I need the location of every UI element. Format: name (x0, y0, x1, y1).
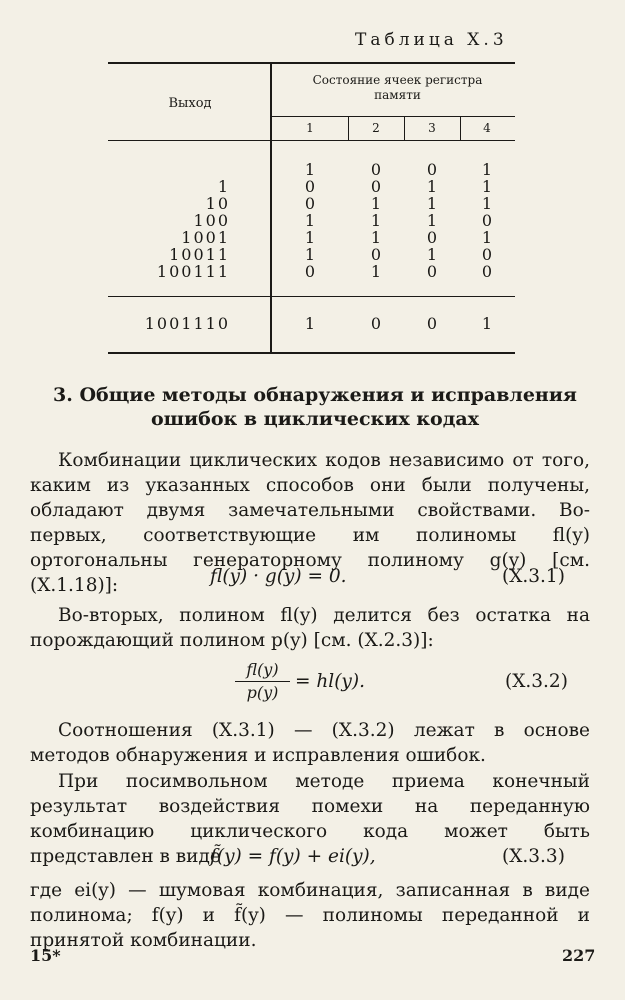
row-output: 1 (217, 177, 230, 196)
table-vrule (404, 117, 405, 140)
row-output: 100 (193, 211, 230, 230)
table-rule-header (108, 140, 515, 141)
cell: 0 (426, 160, 438, 179)
fraction (235, 660, 290, 703)
cell: 1 (426, 211, 438, 230)
cell: 0 (370, 314, 382, 333)
cell: 1 (370, 228, 382, 247)
cell: 0 (426, 228, 438, 247)
table-vrule (460, 117, 461, 140)
page-number: 227 (562, 946, 596, 965)
paragraph-2: Во-вторых, полином fl(y) делится без остатка на порождающий полином p(y) [см. (X.2.3)]: (30, 605, 590, 651)
table-rule-top (108, 62, 515, 64)
col-header: 2 (372, 121, 380, 135)
equation-2-rhs: = hl(y). (295, 671, 365, 692)
cell: 1 (426, 245, 438, 264)
cell: 0 (304, 194, 316, 213)
cell: 1 (370, 194, 382, 213)
cell: 1 (304, 314, 316, 333)
cell: 1 (481, 160, 493, 179)
row-output: 10011 (169, 245, 230, 264)
col-header: 3 (428, 121, 436, 135)
cell: 0 (370, 177, 382, 196)
paragraph-5: где ei(y) — шумовая комбинация, записанная в виде полинома; f(y) и f̃(y) — полиномы переданной и принятой комбинации. (30, 880, 590, 951)
table-rule-final (108, 296, 515, 297)
equation-3-number: (X.3.3) (502, 846, 565, 867)
fraction-denominator: p(y) (246, 683, 279, 702)
cell: 1 (304, 245, 316, 264)
equation-1-number: (X.3.1) (502, 566, 565, 587)
cell: 1 (481, 177, 493, 196)
cell: 1 (426, 194, 438, 213)
cell: 0 (481, 211, 493, 230)
table-caption: Таблица X.3 (355, 30, 508, 50)
equation-1: fl(y) · g(y) = 0. (210, 566, 347, 587)
paragraph-4: При посимвольном методе приема конечный результат воздействия помехи на переданную комбинацию циклического кода может быть представлен в виде (30, 771, 590, 867)
cell: 1 (304, 211, 316, 230)
table-vrule (348, 117, 349, 140)
cell: 1 (426, 177, 438, 196)
cell: 0 (481, 262, 493, 281)
fraction-bar (235, 681, 290, 682)
row-output: 10 (205, 194, 230, 213)
cell: 1 (370, 262, 382, 281)
cell: 1 (370, 211, 382, 230)
cell: 0 (304, 177, 316, 196)
fraction-numerator: fl(y) (246, 660, 279, 679)
cell: 1 (481, 228, 493, 247)
table-rule-subheader (270, 116, 515, 117)
paragraph-1: Комбинации циклических кодов независимо от того, каким из указанных способов они были получены, обладают двумя замечательными свойствами. Во-первых, соответствующие им полиномы fl(y) ортогональны генераторному полиному g(y) [см. (X.1.18)]: (30, 450, 590, 596)
row-output: 100111 (156, 262, 230, 281)
cell: 0 (304, 262, 316, 281)
row-output: 1001110 (144, 314, 230, 333)
cell: 0 (426, 262, 438, 281)
cell: 1 (481, 194, 493, 213)
table-rule-bottom (108, 352, 515, 354)
equation-3: f̃(y) = f(y) + ei(y), (210, 846, 376, 867)
cell: 0 (370, 160, 382, 179)
header-state: Состояние ячеек регистра памяти (312, 73, 483, 102)
cell: 0 (426, 314, 438, 333)
table-vrule (270, 63, 272, 353)
cell: 0 (370, 245, 382, 264)
cell: 0 (481, 245, 493, 264)
equation-2-number: (X.3.2) (505, 671, 568, 692)
cell: 1 (481, 314, 493, 333)
header-output: Выход (168, 96, 212, 111)
section-heading: 3. Общие методы обнаружения и исправления ошибок в циклических кодах (53, 384, 577, 430)
paragraph-3: Соотношения (X.3.1) — (X.3.2) лежат в основе методов обнаружения и исправления ошибок. (30, 720, 590, 766)
col-header: 4 (483, 121, 491, 135)
cell: 1 (304, 228, 316, 247)
signature-mark: 15* (30, 946, 61, 965)
cell: 1 (304, 160, 316, 179)
col-header: 1 (306, 121, 314, 135)
row-output: 1001 (181, 228, 230, 247)
